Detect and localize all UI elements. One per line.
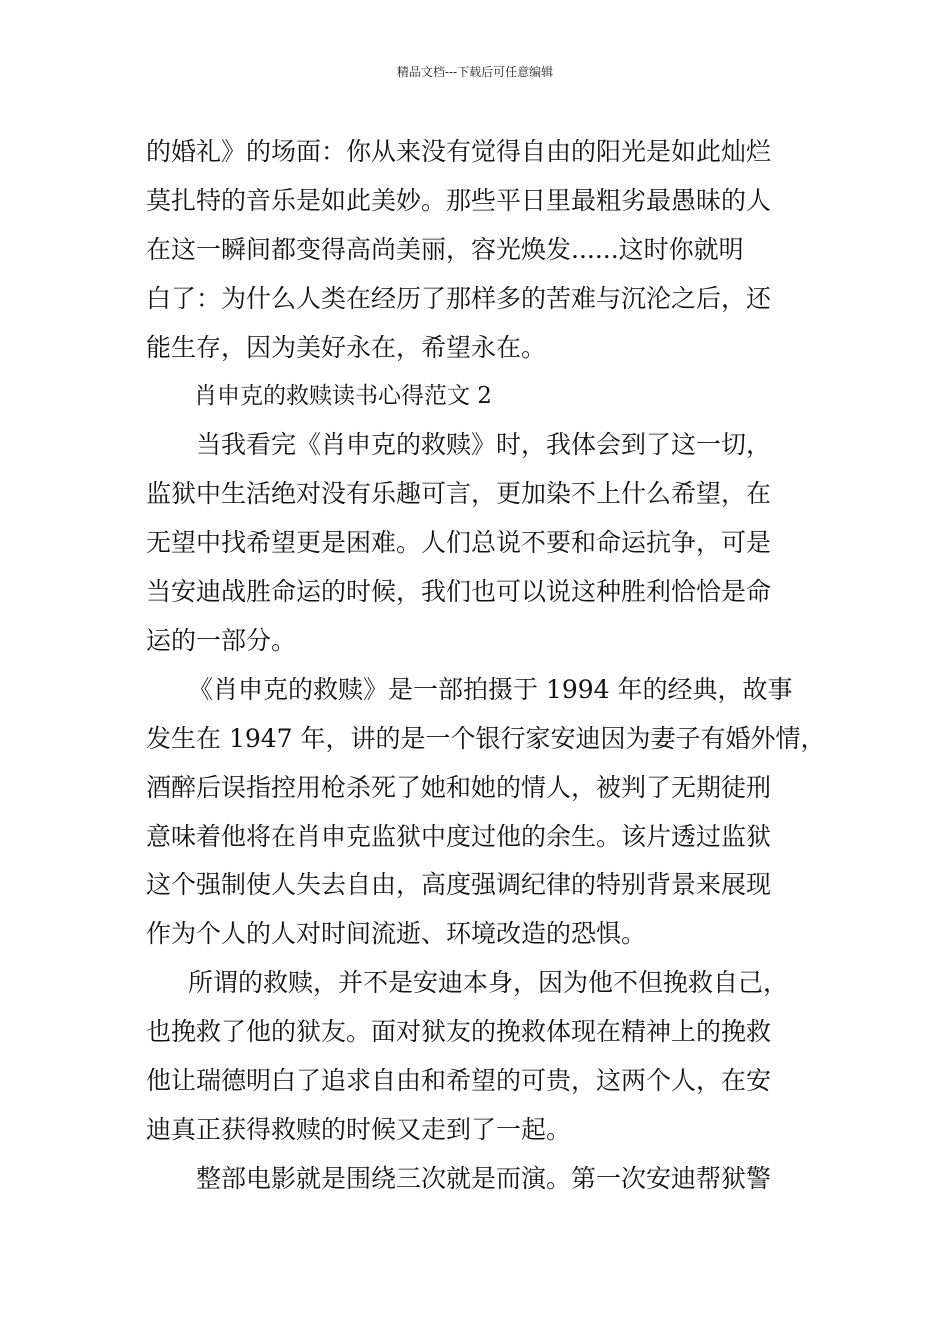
text-line: 他让瑞德明白了追求自由和希望的可贵，这两个人，在安 xyxy=(146,1066,772,1096)
text-line: 无望中找希望更是困难。人们总说不要和命运抗争，可是 xyxy=(146,528,772,558)
text-line: 发生在 1947 年，讲的是一个银行家安迪因为妻子有婚外情， xyxy=(146,723,826,753)
text-line: 在这一瞬间都变得高尚美丽，容光焕发......这时你就明 xyxy=(146,234,744,264)
paragraph-2 xyxy=(146,421,826,665)
text-line: 整部电影就是围绕三次就是而演。第一次安迪帮狱警 xyxy=(196,1163,772,1193)
text-line: 当我看完《肖申克的救赎》时，我体会到了这一切， xyxy=(196,430,772,460)
text-line: 莫扎特的音乐是如此美妙。那些平日里最粗劣最愚昧的人 xyxy=(146,185,772,215)
text-line: 作为个人的人对时间流逝、环境改造的恐惧。 xyxy=(146,919,647,949)
text-line: 《肖申克的救赎》是一部拍摄于 1994 年的经典，故事 xyxy=(188,674,793,704)
paragraph-5 xyxy=(146,1155,826,1204)
text-line: 所谓的救赎，并不是安迪本身，因为他不但挽救自己， xyxy=(188,968,789,998)
text-line: 监狱中生活绝对没有乐趣可言，更加染不上什么希望，在 xyxy=(146,479,772,509)
paragraph-1 xyxy=(146,128,826,372)
text-line: 迪真正获得救赎的时候又走到了一起。 xyxy=(146,1114,572,1144)
text-line: 的婚礼》的场面：你从来没有觉得自由的阳光是如此灿烂 xyxy=(146,137,772,166)
text-line: 酒醉后误指控用枪杀死了她和她的情人，被判了无期徒刑 xyxy=(146,772,772,802)
paragraph-3 xyxy=(146,666,826,959)
text-line: 意味着他将在肖申克监狱中度过他的余生。该片透过监狱 xyxy=(146,821,772,851)
text-line: 也挽救了他的狱友。面对狱友的挽救体现在精神上的挽救 xyxy=(146,1017,772,1047)
text-line: 这个强制使人失去自由，高度强调纪律的特别背景来展现 xyxy=(146,870,772,900)
text-line: 白了：为什么人类在经历了那样多的苦难与沉沦之后，还 xyxy=(146,283,772,313)
text-line: 运的一部分。 xyxy=(146,626,297,656)
section-heading: 肖申克的救赎读书心得范文 2 xyxy=(194,383,492,410)
text-line: 能生存，因为美好永在，希望永在。 xyxy=(146,332,547,362)
page-header: 精品文档---下载后可任意编辑 xyxy=(396,65,554,79)
document-body xyxy=(146,128,826,1204)
paragraph-4 xyxy=(146,959,826,1155)
text-line: 当安迪战胜命运的时候，我们也可以说这种胜利恰恰是命 xyxy=(146,577,772,607)
